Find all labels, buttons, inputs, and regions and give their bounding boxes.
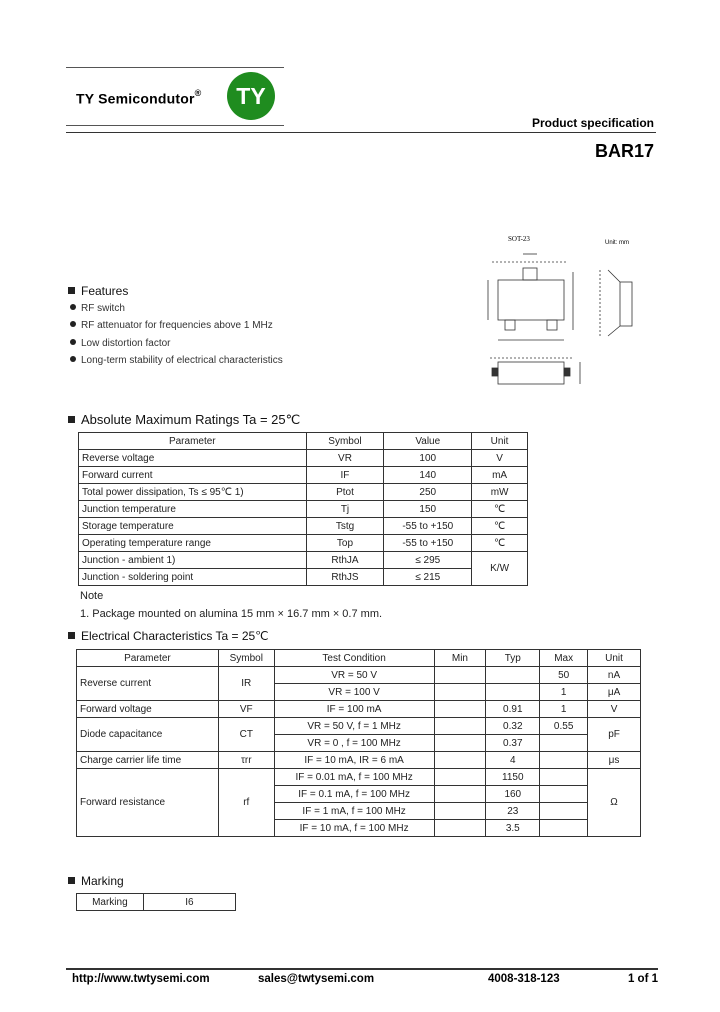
marking-title: Marking: [68, 874, 124, 888]
cell-param: Operating temperature range: [79, 535, 307, 552]
table-row: [79, 552, 528, 569]
elec-title: Electrical Characteristics Ta = 25℃: [68, 629, 269, 643]
cell-value: 250: [384, 484, 472, 501]
cell-unit: V: [588, 701, 641, 718]
col-header: Unit: [588, 650, 641, 667]
cell-param: Junction - soldering point: [79, 569, 307, 586]
cell-max: [540, 735, 588, 752]
col-header: Unit: [472, 433, 528, 450]
table-row: [79, 535, 528, 552]
cell-param: Total power dissipation, Ts ≤ 95℃ 1): [79, 484, 307, 501]
cell-param: Reverse voltage: [79, 450, 307, 467]
cell-typ: 4: [486, 752, 540, 769]
table-header-row: [79, 433, 528, 450]
col-header: Max: [540, 650, 588, 667]
cell-unit: mA: [472, 467, 528, 484]
cell-max: [540, 820, 588, 837]
cell-typ: 0.32: [486, 718, 540, 735]
cell-value: 100: [384, 450, 472, 467]
cell-min: [434, 752, 486, 769]
bullet-icon: [70, 321, 76, 327]
package-drawing: [470, 232, 660, 417]
section-bullet-icon: [68, 632, 75, 639]
cell-min: [434, 735, 486, 752]
elec-table: [76, 649, 641, 837]
cell-value: 140: [384, 467, 472, 484]
cell-unit: pF: [588, 718, 641, 752]
note-text: 1. Package mounted on alumina 15 mm × 16.7 mm × 0.7 mm.: [80, 608, 383, 620]
feature-item: RF switch: [70, 303, 125, 314]
footer-email[interactable]: sales@twtysemi.com: [258, 973, 375, 985]
cell-condition: IF = 0.1 mA, f = 100 MHz: [274, 786, 434, 803]
col-header: Typ: [486, 650, 540, 667]
cell-max: 1: [540, 684, 588, 701]
marking-table: [76, 893, 236, 911]
cell-unit: ℃: [472, 535, 528, 552]
cell-typ: [486, 684, 540, 701]
cell-min: [434, 718, 486, 735]
cell-symbol: CT: [218, 718, 274, 752]
footer-page: 1 of 1: [627, 973, 658, 985]
cell-max: 50: [540, 667, 588, 684]
col-header: Test Condition: [274, 650, 434, 667]
cell-condition: IF = 100 mA: [274, 701, 434, 718]
table-row: [77, 894, 236, 911]
feature-item: Low distortion factor: [70, 338, 171, 349]
cell-param: Diode capacitance: [77, 718, 219, 752]
cell-symbol: Tj: [306, 501, 384, 518]
table-row: [79, 569, 528, 586]
cell-min: [434, 803, 486, 820]
cell-symbol: RthJA: [306, 552, 384, 569]
col-header: Parameter: [77, 650, 219, 667]
cell-typ: 160: [486, 786, 540, 803]
section-bullet-icon: [68, 877, 75, 884]
cell-unit: μA: [588, 684, 641, 701]
package-name: SOT-23: [508, 235, 530, 243]
cell-typ: 3.5: [486, 820, 540, 837]
section-bullet-icon: [68, 287, 75, 294]
col-header: Symbol: [218, 650, 274, 667]
cell-min: [434, 769, 486, 786]
cell-param: Junction temperature: [79, 501, 307, 518]
cell-value: ≤ 215: [384, 569, 472, 586]
cell-min: [434, 820, 486, 837]
cell-symbol: Top: [306, 535, 384, 552]
table-row: [77, 701, 641, 718]
table-row: [79, 484, 528, 501]
col-header: Min: [434, 650, 486, 667]
cell-min: [434, 684, 486, 701]
feature-item: RF attenuator for frequencies above 1 MHz: [70, 320, 273, 331]
cell-condition: IF = 10 mA, IR = 6 mA: [274, 752, 434, 769]
cell-max: [540, 786, 588, 803]
part-number: BAR17: [594, 141, 654, 161]
abs-max-title: Absolute Maximum Ratings Ta = 25℃: [68, 412, 300, 428]
cell-max: [540, 803, 588, 820]
cell-max: 0.55: [540, 718, 588, 735]
cell-param: Forward resistance: [77, 769, 219, 837]
cell-max: [540, 752, 588, 769]
cell-param: Forward voltage: [77, 701, 219, 718]
cell-unit: μs: [588, 752, 641, 769]
cell-condition: IF = 10 mA, f = 100 MHz: [274, 820, 434, 837]
cell-param: Junction - ambient 1): [79, 552, 307, 569]
cell-condition: VR = 50 V: [274, 667, 434, 684]
unit-label: Unit: mm: [605, 240, 629, 246]
doc-type: Product specification: [531, 116, 654, 130]
cell-symbol: IF: [306, 467, 384, 484]
table-row: [79, 467, 528, 484]
cell-value: 150: [384, 501, 472, 518]
header-top-rule: [66, 67, 284, 68]
feature-item: Long-term stability of electrical characteristics: [70, 355, 283, 366]
header-main-rule: [66, 132, 656, 133]
table-row: [79, 450, 528, 467]
cell-value: -55 to +150: [384, 518, 472, 535]
cell-condition: IF = 1 mA, f = 100 MHz: [274, 803, 434, 820]
col-header: Symbol: [306, 433, 384, 450]
cell-condition: IF = 0.01 mA, f = 100 MHz: [274, 769, 434, 786]
cell-symbol: VF: [218, 701, 274, 718]
bullet-icon: [70, 304, 76, 310]
company-name: TY Semicondutor®: [76, 88, 202, 107]
cell-min: [434, 701, 486, 718]
cell-unit: Ω: [588, 769, 641, 837]
cell-param: Charge carrier life time: [77, 752, 219, 769]
cell-param: Reverse current: [77, 667, 219, 701]
marking-value: I6: [143, 894, 235, 911]
cell-condition: VR = 50 V, f = 1 MHz: [274, 718, 434, 735]
col-header: Value: [384, 433, 472, 450]
header-logo-rule: [66, 125, 284, 126]
table-row: [77, 752, 641, 769]
cell-symbol: Ptot: [306, 484, 384, 501]
col-header: Parameter: [79, 433, 307, 450]
cell-min: [434, 667, 486, 684]
cell-max: [540, 769, 588, 786]
table-row: [77, 667, 641, 684]
marking-label: Marking: [77, 894, 144, 911]
cell-symbol: rf: [218, 769, 274, 837]
cell-unit: nA: [588, 667, 641, 684]
table-row: [77, 769, 641, 786]
cell-typ: 1150: [486, 769, 540, 786]
cell-typ: 0.91: [486, 701, 540, 718]
cell-typ: 0.37: [486, 735, 540, 752]
cell-param: Storage temperature: [79, 518, 307, 535]
footer-website[interactable]: http://www.twtysemi.com: [72, 973, 210, 985]
abs-max-table: [78, 432, 528, 586]
bullet-icon: [70, 356, 76, 362]
bullet-icon: [70, 339, 76, 345]
cell-typ: 23: [486, 803, 540, 820]
table-row: [79, 518, 528, 535]
cell-unit: mW: [472, 484, 528, 501]
cell-unit: V: [472, 450, 528, 467]
table-row: [79, 501, 528, 518]
package-outline-svg: [470, 232, 660, 417]
footer-phone: 4008-318-123: [488, 973, 560, 985]
cell-value: ≤ 295: [384, 552, 472, 569]
cell-symbol: Tstg: [306, 518, 384, 535]
cell-symbol: RthJS: [306, 569, 384, 586]
cell-symbol: IR: [218, 667, 274, 701]
cell-symbol: τrr: [218, 752, 274, 769]
cell-min: [434, 786, 486, 803]
section-bullet-icon: [68, 416, 75, 423]
cell-max: 1: [540, 701, 588, 718]
cell-typ: [486, 667, 540, 684]
cell-symbol: VR: [306, 450, 384, 467]
table-row: [77, 718, 641, 735]
company-logo: TY: [227, 72, 275, 120]
cell-unit: ℃: [472, 501, 528, 518]
cell-unit: ℃: [472, 518, 528, 535]
note-title: Note: [80, 590, 104, 602]
cell-param: Forward current: [79, 467, 307, 484]
table-header-row: [77, 650, 641, 667]
features-title: Features: [68, 284, 128, 298]
footer-rule: [66, 968, 658, 970]
cell-condition: VR = 0 , f = 100 MHz: [274, 735, 434, 752]
cell-unit: K/W: [472, 552, 528, 586]
cell-value: -55 to +150: [384, 535, 472, 552]
cell-condition: VR = 100 V: [274, 684, 434, 701]
